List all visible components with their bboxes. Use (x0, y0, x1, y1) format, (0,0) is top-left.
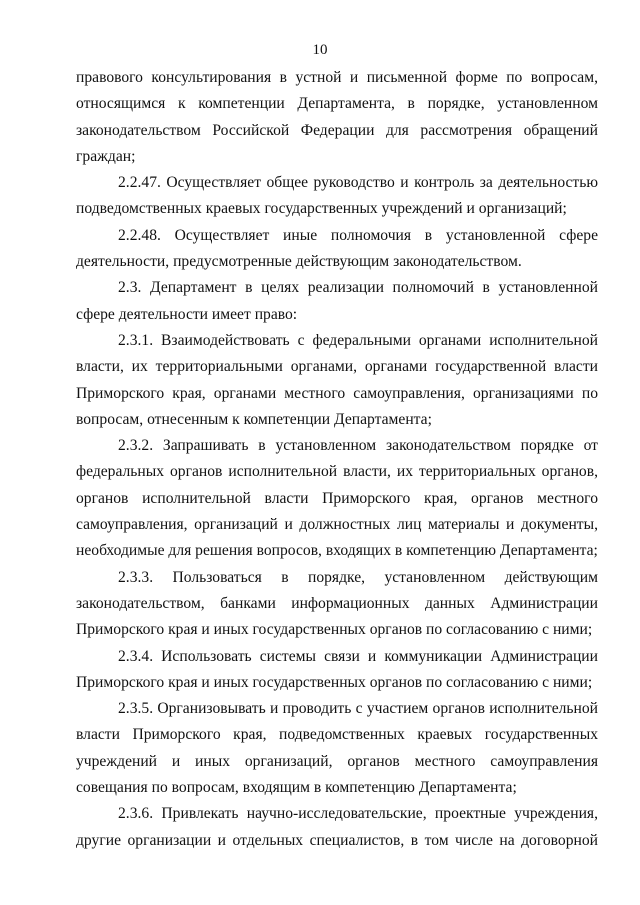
paragraph-2-3-6: 2.3.6. Привлекать научно-исследовательские, проектные учреждения, другие организации и отдельных специалистов, в том числе на договорной (76, 805, 598, 849)
paragraph-2-3-1: 2.3.1. Взаимодействовать с федеральными органами исполнительной власти, их территориальными органами, органами государственной власти Приморского края, органами местного самоуправления, организациями по вопросам, отнесенным к компетенции Департамента; (76, 331, 598, 428)
paragraph-2-3-3: 2.3.3. Пользоваться в порядке, установленном действующим законодательством, банками информационных данных Администрации Приморского края и иных государственных органов по согласованию с ними; (76, 568, 598, 639)
document-body (76, 65, 598, 854)
paragraph-2-3-4: 2.3.4. Использовать системы связи и коммуникации Администрации Приморского края и иных государственных органов по согласованию с ними; (76, 647, 598, 691)
paragraph-2-2-47: 2.2.47. Осуществляет общее руководство и контроль за деятельностью подведомственных краевых государственных учреждений и организаций; (76, 174, 598, 218)
paragraph-2-3-5: 2.3.5. Организовывать и проводить с участием органов исполнительной власти Приморского края, подведомственных краевых государственных учреждений и иных организаций, органов местного самоуправления совещания по вопросам, входящим в компетенцию Департамента; (76, 700, 598, 797)
paragraph-2-3-2: 2.3.2. Запрашивать в установленном законодательством порядке от федеральных органов исполнительной власти, их территориальных органов, органов исполнительной власти Приморского края, органов местного самоуправления, организаций и должностных лиц материалы и документы, необходимые для решения вопросов, входящих в компетенцию Департамента; (76, 437, 598, 560)
paragraph-2-3: 2.3. Департамент в целях реализации полномочий в установленной сфере деятельности имеет право: (76, 279, 598, 323)
page-number: 10 (312, 42, 328, 58)
paragraph-2-2-48: 2.2.48. Осуществляет иные полномочия в установленной сфере деятельности, предусмотренные действующим законодательством. (76, 226, 598, 271)
paragraph-continuation: правового консультирования в устной и письменной форме по вопросам, относящимся к компетенции Департамента, в порядке, установленном законодательством Российской Федерации для рассмотрения обращений граждан; (76, 69, 598, 165)
